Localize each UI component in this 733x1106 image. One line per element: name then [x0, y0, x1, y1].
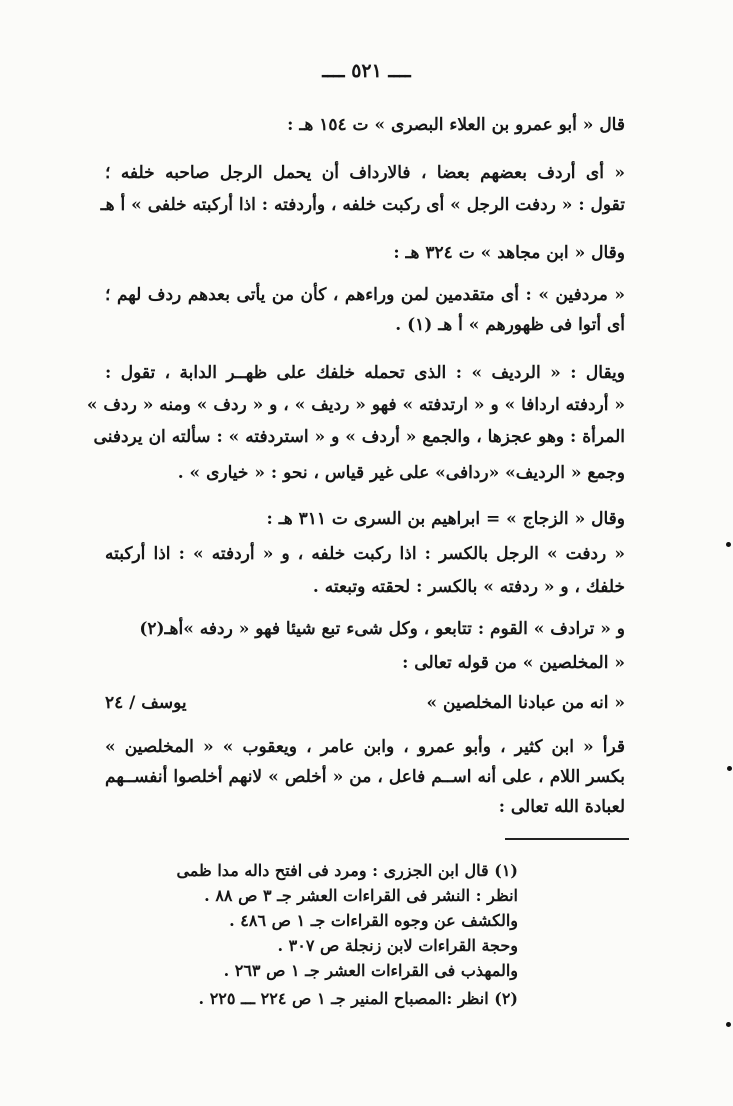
- text-line: « المخلصين » من قوله تعالى :: [402, 653, 625, 673]
- footnote-line: والمهذب فى القراءات العشر جـ ١ ص ٢٦٣ .: [223, 961, 518, 980]
- text-line: وقال « الزجاج » = ابراهيم بن السرى ت ٣١١ هـ :: [266, 509, 625, 529]
- text-line: « أى أردف بعضهم بعضا ، فالارداف أن يحمل الرجل صاحبه خلفه ؛: [105, 163, 625, 183]
- verse-text: « انه من عبادنا المخلصين »: [426, 693, 625, 713]
- text-line: خلفك ، و « ردفته » بالكسر : لحقته وتبعته .: [312, 577, 625, 597]
- text-line: لعبادة الله تعالى :: [498, 797, 625, 817]
- footnote-divider: [505, 838, 629, 840]
- footnote-line: وحجة القراءات لابن زنجلة ص ٣٠٧ .: [277, 936, 518, 955]
- footnote-line: والكشف عن وجوه القراءات جـ ١ ص ٤٨٦ .: [229, 911, 518, 930]
- text-line: « ردفت » الرجل بالكسر : اذا ركبت خلفه ، و « أردفته » : اذا أركبته: [105, 544, 625, 564]
- text-line: قرأ « ابن كثير ، وأبو عمرو ، وابن عامر ، ويعقوب » « المخلصين »: [105, 737, 625, 757]
- text-line: ويقال : « الرديف » : الذى تحمله خلفك على ظهــر الدابة ، تقول :: [105, 363, 625, 383]
- text-line: أى أتوا فى ظهورهم » أ هـ (١) .: [395, 315, 625, 335]
- footnote-line: (١) قال ابن الجزرى : ومرد فى افتح داله مدا ظمى: [176, 861, 518, 880]
- footnote-line: انظر : النشر فى القراءات العشر جـ ٣ ص ٨٨ .: [204, 886, 518, 905]
- text-line: « مردفين » : أى متقدمين لمن وراءهم ، كأن من يأتى بعدهم ردف لهم ؛: [105, 285, 625, 305]
- text-line: قال « أبو عمرو بن العلاء البصرى » ت ١٥٤ هـ :: [287, 115, 625, 135]
- scan-speck: [726, 1022, 731, 1027]
- text-line: تقول : « ردفت الرجل » أى ركبت خلفه ، وأردفته : اذا أركبته خلفى » أ هـ: [100, 195, 625, 215]
- text-line: وقال « ابن مجاهد » ت ٣٢٤ هـ :: [393, 243, 625, 263]
- scan-speck: [726, 542, 731, 547]
- footnote-line: (٢) انظر :المصباح المنير جـ ١ ص ٢٢٤ ـــ ٢٢٥ .: [198, 989, 518, 1008]
- text-line: بكسر اللام ، على أنه اســم فاعل ، من « أخلص » لانهم أخلصوا أنفســهم: [105, 767, 625, 787]
- text-line: وجمع « الرديف» «ردافى» على غير قياس ، نحو : « خيارى » .: [177, 463, 625, 483]
- page-number: ــــ ٥٢١ ــــ: [322, 60, 411, 82]
- scan-speck: [727, 766, 732, 771]
- verse-reference: يوسف / ٢٤: [105, 693, 187, 713]
- text-line: و « ترادف » القوم : تتابعو ، وكل شىء تبع شيئا فهو « ردفه »أهـ(٢): [139, 619, 625, 639]
- text-line: المرأة : وهو عجزها ، والجمع « أردف » و « استردفته » : سألته ان يردفنى: [93, 427, 625, 447]
- text-line: « أردفته اردافا » و « ارتدفته » فهو « رديف » ، و « ردف » ومنه « ردف »: [86, 395, 625, 415]
